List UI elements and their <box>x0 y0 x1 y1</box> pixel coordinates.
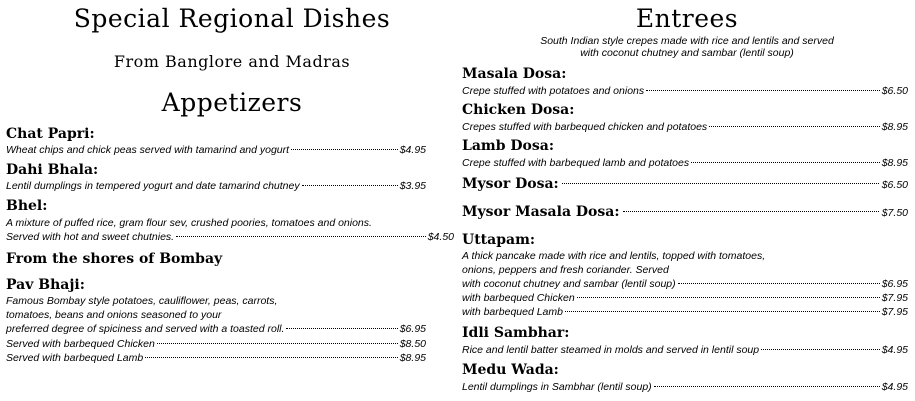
menu-item-price: $6.50 <box>881 179 908 191</box>
menu-item-description: A mixture of puffed rice, gram flour sev, crushed poories, tomatoes and onions. <box>6 217 372 229</box>
menu-item-price: $8.50 <box>399 338 426 350</box>
menu-item-name: Dahi Bhala: <box>6 162 99 178</box>
menu-item-line <box>462 158 908 169</box>
dot-leader <box>291 149 398 150</box>
menu-item-description: Lentil dumplings in Sambhar (lentil soup) <box>462 381 652 393</box>
section-title-appetizers: Appetizers <box>161 88 303 117</box>
dot-leader <box>286 328 397 329</box>
menu-item-line <box>462 382 908 393</box>
menu-item-description: Wheat chips and chick peas served with tamarind and yogurt <box>6 144 290 156</box>
section-title-entrees: Entrees <box>635 4 739 33</box>
dot-leader <box>176 236 426 237</box>
menu-item-name: Pav Bhaji: <box>6 277 85 293</box>
menu-item-price: $8.95 <box>881 157 908 169</box>
menu-item-description: with coconut chutney and sambar (lentil soup) <box>462 278 676 290</box>
dot-leader <box>678 283 880 284</box>
menu-item-name: Chicken Dosa: <box>462 102 575 118</box>
menu-item-price: $6.95 <box>399 323 426 335</box>
dot-leader <box>562 183 879 184</box>
page-title: Special Regional Dishes <box>73 4 391 33</box>
menu-item-name: Mysor Masala Dosa: <box>462 204 620 220</box>
section-heading-bombay: From the shores of Bombay <box>6 251 223 267</box>
menu-item-line <box>462 176 908 192</box>
menu-item-name: Lamb Dosa: <box>462 138 554 154</box>
menu-item-description: Served with barbequed Lamb <box>6 352 144 364</box>
menu-item-price: $4.95 <box>881 344 908 356</box>
menu-item-price: $4.95 <box>881 381 908 393</box>
page-subtitle: From Banglore and Madras <box>113 52 351 71</box>
menu-item-line <box>462 204 908 220</box>
menu-item-description: Crepes stuffed with barbequed chicken and potatoes <box>462 121 708 133</box>
menu-item-line <box>462 307 908 318</box>
menu-item-line <box>6 145 426 156</box>
menu-item-description: preferred degree of spiciness and served with a toasted roll. <box>6 323 285 335</box>
menu-item-name: Mysor Dosa: <box>462 176 559 192</box>
menu-item-price: $8.95 <box>399 352 426 364</box>
menu-item-name: Medu Wada: <box>462 362 559 378</box>
dot-leader <box>691 162 880 163</box>
menu-item-price: $6.50 <box>881 85 908 97</box>
menu-item-description: Rice and lentil batter steamed in molds and served in lentil soup <box>462 344 760 356</box>
menu-item-name: Idli Sambhar: <box>462 325 570 341</box>
dot-leader <box>157 343 398 344</box>
menu-item-description: with barbequed Lamb <box>462 306 563 318</box>
menu-item-name: Masala Dosa: <box>462 66 567 82</box>
menu-item-description: Crepe stuffed with potatoes and onions <box>462 85 645 97</box>
menu-item-description: with barbequed Chicken <box>462 292 575 304</box>
menu-item-line <box>6 339 426 350</box>
menu-item-description: Served with barbequed Chicken <box>6 338 155 350</box>
menu-item-price: $8.95 <box>881 121 908 133</box>
menu-item-line <box>6 353 426 364</box>
menu-item-description: Famous Bombay style potatoes, cauliflower, peas, carrots, <box>6 295 278 307</box>
appetizers-column <box>6 0 458 401</box>
menu-item-name: Bhel: <box>6 198 48 214</box>
menu-item-description: tomatoes, beans and onions seasoned to your <box>6 309 222 321</box>
menu-item-description: Lentil dumplings in tempered yogurt and date tamarind chutney <box>6 180 300 192</box>
menu-item-name: Chat Papri: <box>6 126 95 142</box>
dot-leader <box>709 126 880 127</box>
menu-item-line <box>6 324 426 335</box>
entrees-intro: South Indian style crepes made with rice and lentils and served <box>540 35 834 47</box>
menu-item-price: $4.95 <box>399 144 426 156</box>
menu-item-price: $7.95 <box>881 306 908 318</box>
menu-item-line <box>462 345 908 356</box>
menu-item-price: $7.50 <box>881 207 908 219</box>
menu-item-line <box>6 181 426 192</box>
menu-item-line <box>462 86 908 97</box>
dot-leader <box>623 211 879 212</box>
menu-item-name: Uttapam: <box>462 232 536 248</box>
entrees-intro: with coconut chutney and sambar (lentil soup) <box>580 47 794 59</box>
dot-leader <box>646 90 880 91</box>
menu-item-description: Crepe stuffed with barbequed lamb and potatoes <box>462 157 690 169</box>
menu-item-line <box>462 122 908 133</box>
dot-leader <box>654 386 880 387</box>
dot-leader <box>145 357 398 358</box>
menu-item-price: $6.95 <box>881 278 908 290</box>
entrees-column <box>462 0 912 401</box>
dot-leader <box>302 185 398 186</box>
dot-leader <box>761 349 880 350</box>
menu-item-description: Served with hot and sweet chutnies. <box>6 231 175 243</box>
dot-leader <box>577 297 880 298</box>
menu-item-description: onions, peppers and fresh coriander. Served <box>462 264 669 276</box>
menu-item-price: $4.50 <box>427 231 454 243</box>
menu-item-description: A thick pancake made with rice and lentils, topped with tomatoes, <box>462 250 766 262</box>
menu-item-line <box>462 293 908 304</box>
menu-item-price: $7.95 <box>881 292 908 304</box>
menu-item-line <box>6 232 454 243</box>
dot-leader <box>565 311 880 312</box>
menu-item-line <box>462 279 908 290</box>
menu-item-price: $3.95 <box>399 180 426 192</box>
